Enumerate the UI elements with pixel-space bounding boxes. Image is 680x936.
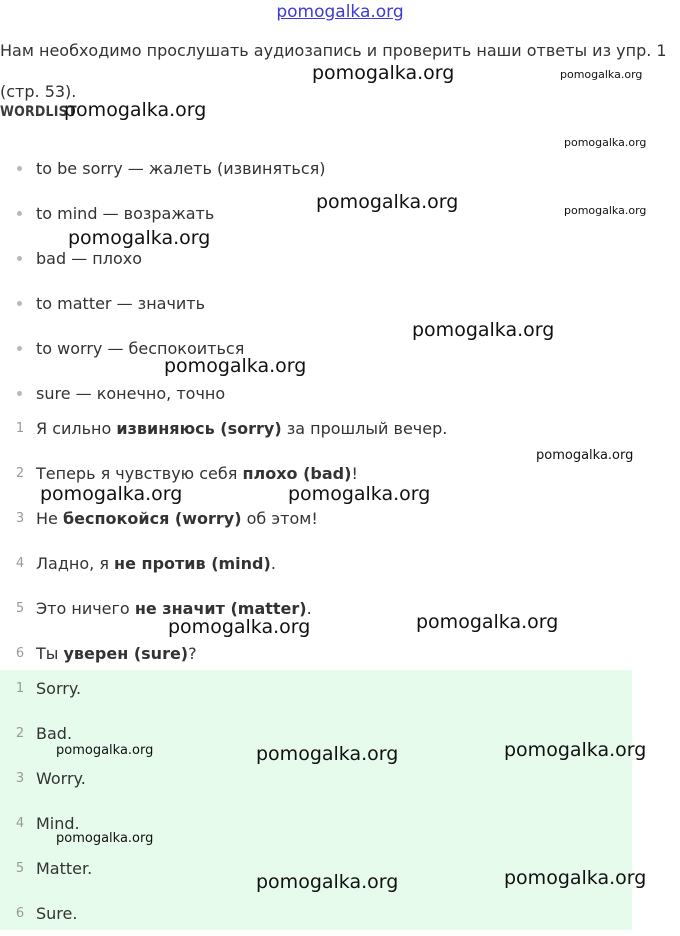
- watermark: pomogalka.org: [168, 616, 311, 638]
- watermark: pomogalka.org: [288, 483, 431, 505]
- sentence-highlight: беспокойся (worry): [62, 509, 242, 528]
- watermark: pomogalka.org: [40, 483, 183, 505]
- watermark: pomogalka.org: [536, 448, 634, 463]
- answer-text: Sure.: [36, 904, 78, 923]
- watermark: pomogalka.org: [504, 867, 647, 889]
- item-number: 5: [15, 861, 25, 876]
- wordlist-entry: to be sorry — жалеть (извиняться): [36, 159, 326, 178]
- bullet-icon: [17, 256, 22, 261]
- sentence-text: Ты: [36, 644, 64, 663]
- watermark: pomogalka.org: [312, 62, 455, 84]
- sentence-text: за прошлый вечер.: [281, 419, 448, 438]
- sentence-highlight: не против (mind): [114, 554, 271, 573]
- item-number: 2: [15, 466, 25, 481]
- answer-item: [0, 891, 640, 936]
- watermark: pomogalka.org: [412, 319, 555, 341]
- item-number: 3: [15, 771, 25, 786]
- sentence-text: об этом!: [241, 509, 318, 528]
- sentence-text: !: [351, 464, 358, 483]
- sentence-text: Это ничего: [36, 599, 135, 618]
- sentence-text: Ладно, я: [36, 554, 115, 573]
- item-number: 4: [15, 556, 25, 571]
- wordlist-entry: sure — конечно, точно: [36, 384, 226, 403]
- item-number: 3: [15, 511, 25, 526]
- wordlist: [0, 146, 640, 416]
- wordlist-entry: to matter — значить: [36, 294, 206, 313]
- answer-text: Sorry.: [36, 679, 82, 698]
- watermark: pomogalka.org: [256, 871, 399, 893]
- site-logo[interactable]: pomogalka.org: [276, 2, 404, 22]
- sentence-highlight: плохо (bad): [242, 464, 352, 483]
- bullet-icon: [17, 211, 22, 216]
- watermark: pomogalka.org: [164, 355, 307, 377]
- wordlist-title: WORDLIST: [0, 104, 77, 120]
- bullet-icon: [17, 346, 22, 351]
- sentence-text: Не: [36, 509, 63, 528]
- bullet-icon: [17, 301, 22, 306]
- sentence-item: [0, 541, 640, 586]
- wordlist-entry: bad — плохо: [36, 249, 143, 268]
- watermark: pomogalka.org: [504, 739, 647, 761]
- watermark: pomogalka.org: [564, 136, 647, 149]
- watermark: pomogalka.org: [316, 191, 459, 213]
- watermark: pomogalka.org: [68, 227, 211, 249]
- sentence-highlight: извиняюсь (sorry): [116, 419, 282, 438]
- watermark: pomogalka.org: [416, 611, 559, 633]
- sentence-highlight: не значит (matter): [134, 599, 307, 618]
- answer-item: [0, 666, 640, 711]
- answer-text: Matter.: [36, 859, 93, 878]
- item-number: 6: [15, 906, 25, 921]
- wordlist-entry: to worry — беспокоиться: [36, 339, 245, 358]
- task-intro: Нам необходимо прослушать аудиозапись и проверить наши ответы из упр. 1 (стр. 53).: [0, 41, 667, 101]
- sentence-text: Я сильно: [36, 419, 117, 438]
- sentence-text: .: [306, 599, 312, 618]
- bullet-icon: [17, 391, 22, 396]
- item-number: 1: [15, 421, 25, 436]
- item-number: 5: [15, 601, 25, 616]
- watermark: pomogalka.org: [564, 204, 647, 217]
- watermark: pomogalka.org: [56, 743, 154, 758]
- translated-sentences: [0, 406, 640, 676]
- answer-text: Mind.: [36, 814, 80, 833]
- item-number: 4: [15, 816, 25, 831]
- answer-text: Worry.: [36, 769, 86, 788]
- answer-text: Bad.: [36, 724, 73, 743]
- sentence-text: Теперь я чувствую себя: [36, 464, 243, 483]
- watermark: pomogalka.org: [56, 831, 154, 846]
- item-number: 2: [15, 726, 25, 741]
- item-number: 6: [15, 646, 25, 661]
- watermark: pomogalka.org: [256, 743, 399, 765]
- wordlist-entry: to mind — возражать: [36, 204, 215, 223]
- answers-list: [0, 666, 640, 936]
- sentence-text: ?: [188, 644, 197, 663]
- watermark: pomogalka.org: [64, 99, 207, 121]
- item-number: 1: [15, 681, 25, 696]
- bullet-icon: [17, 166, 22, 171]
- watermark: pomogalka.org: [560, 68, 643, 81]
- sentence-highlight: уверен (sure): [63, 644, 189, 663]
- sentence-item: [0, 406, 640, 451]
- list-item: [0, 146, 640, 191]
- sentence-text: .: [270, 554, 276, 573]
